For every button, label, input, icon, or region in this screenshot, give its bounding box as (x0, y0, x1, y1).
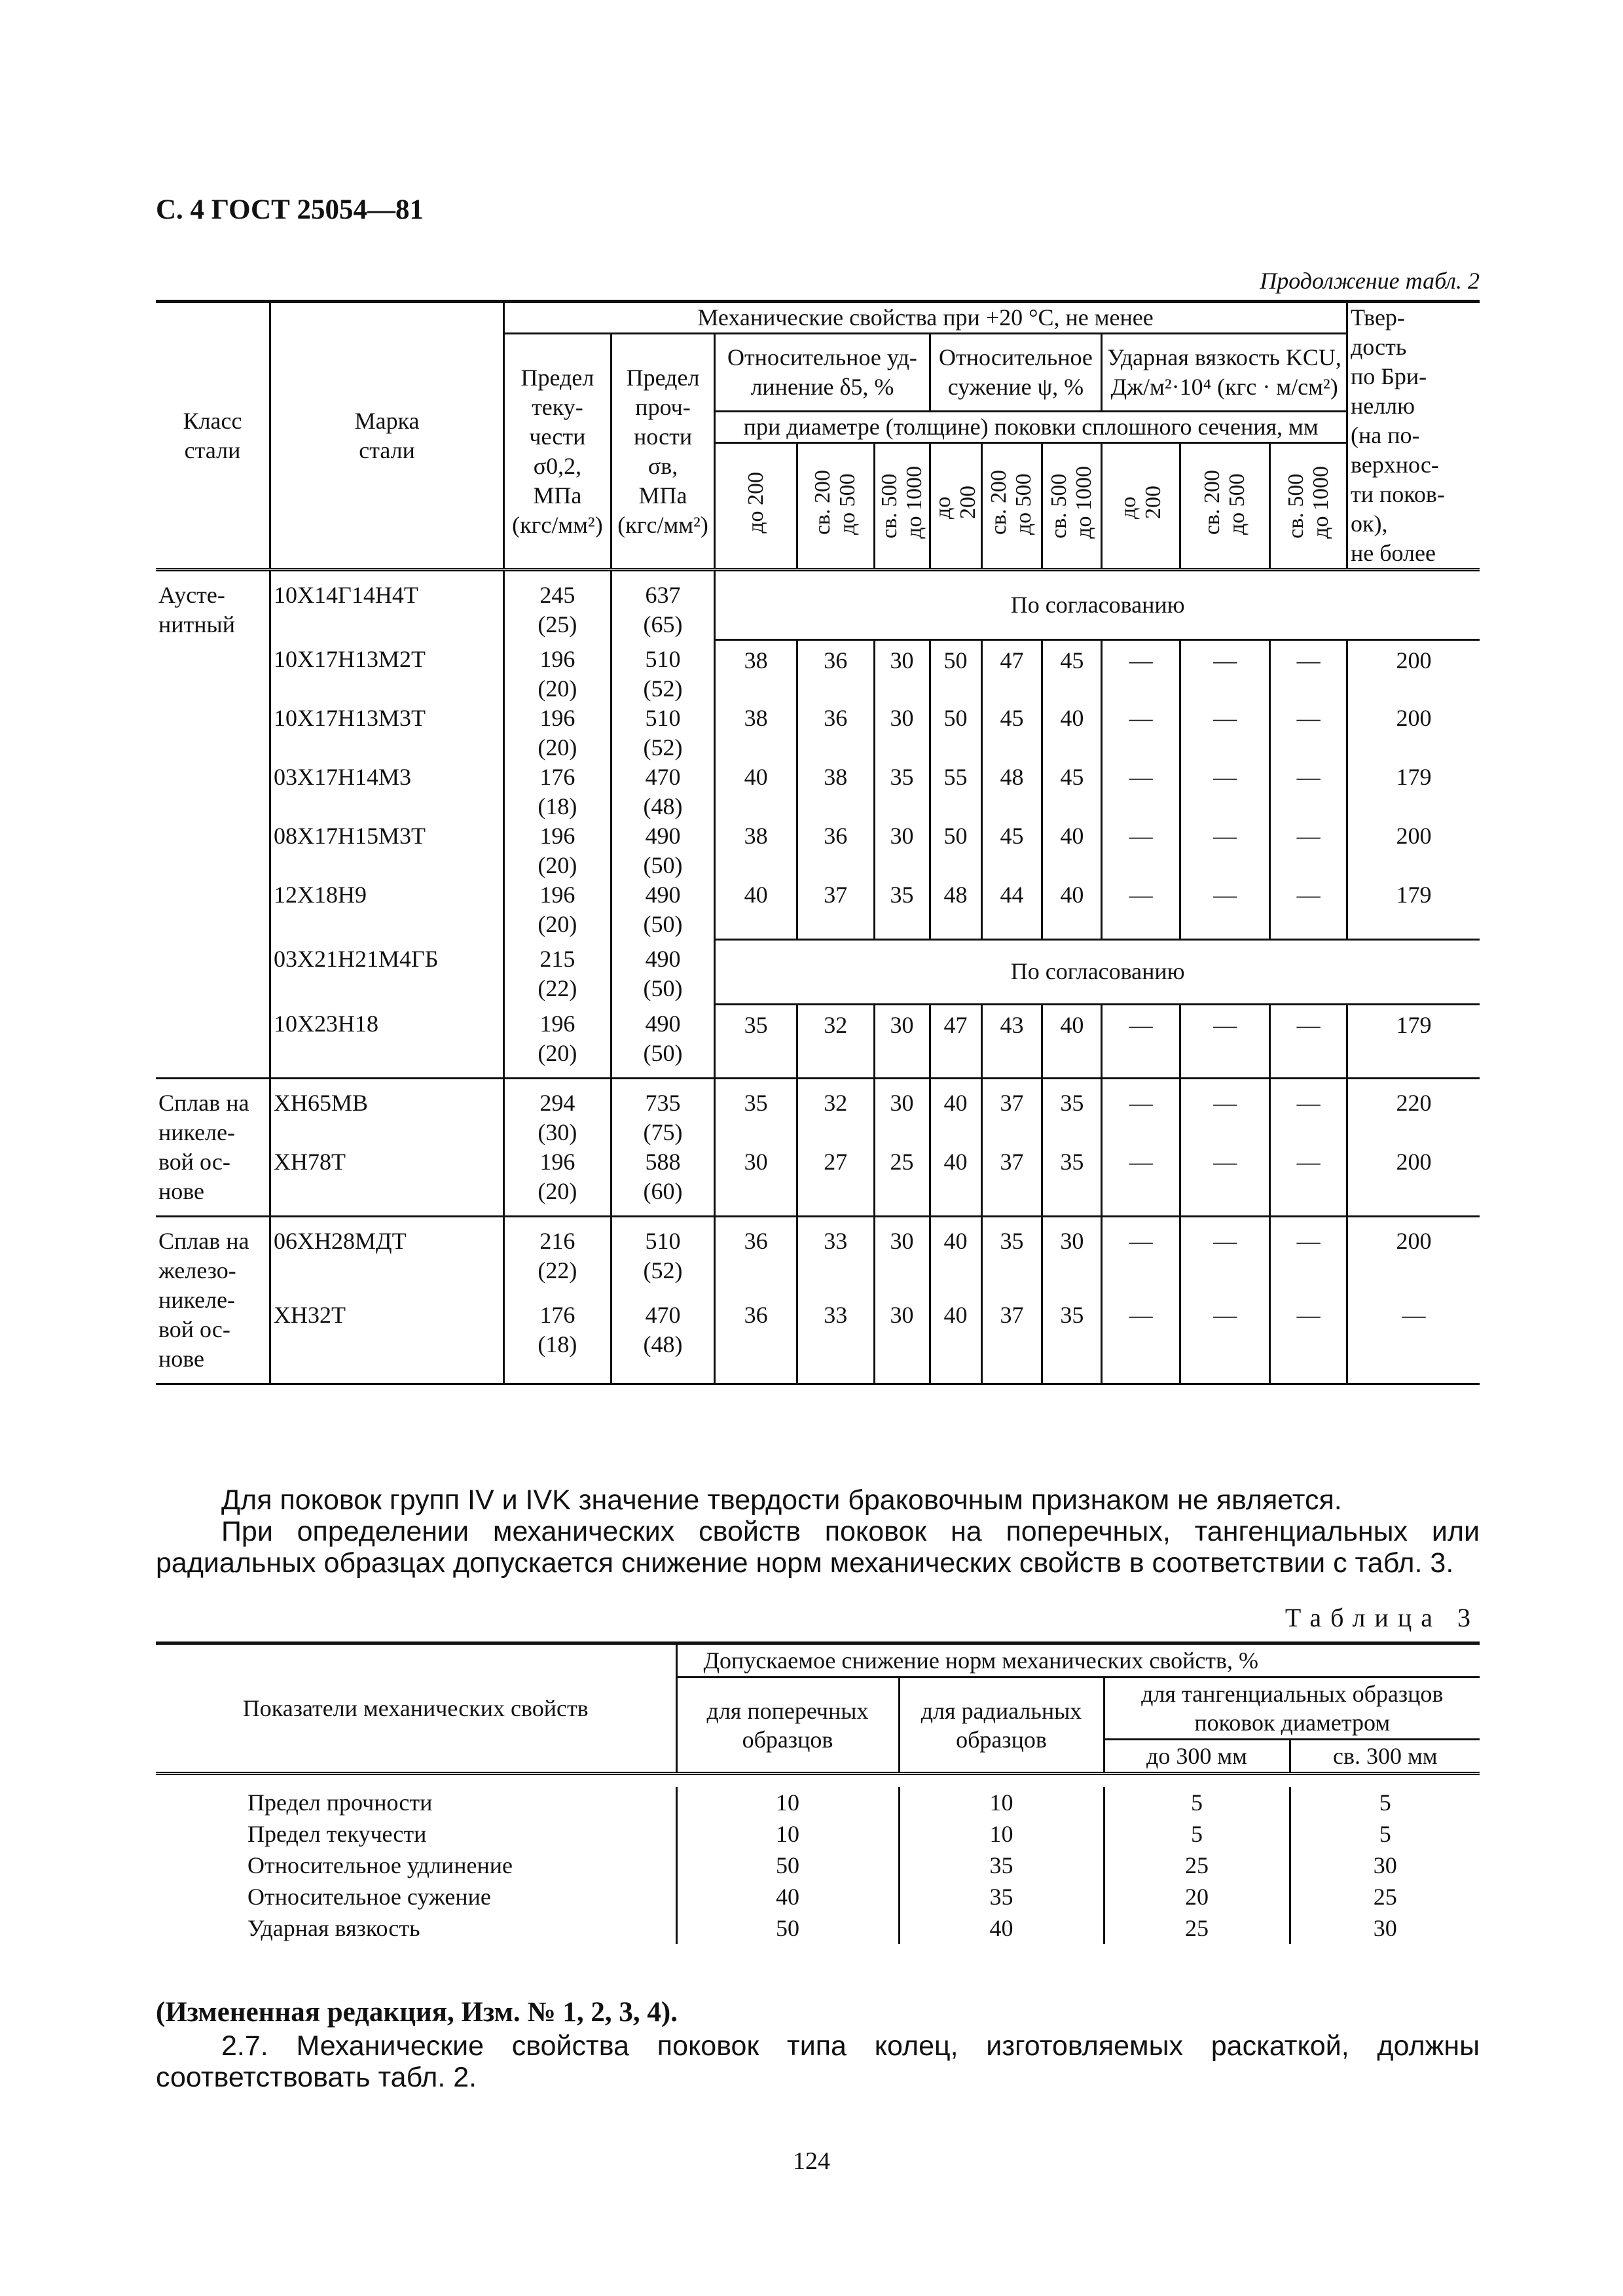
cell-value: 5 (1290, 1787, 1480, 1818)
cell-value: 32 (797, 1079, 874, 1148)
cell-grade: 03Х17Н14М3 (270, 762, 504, 821)
cell-value: — (1180, 1300, 1269, 1384)
cell-value: 40 (930, 1300, 981, 1384)
cell-value: 36 (715, 1217, 797, 1300)
cell-value: 47 (930, 1004, 981, 1079)
t3-col-le300: до 300 мм (1104, 1740, 1290, 1774)
cell-value: — (1102, 821, 1180, 880)
cell-value: 35 (874, 880, 930, 939)
cell-value: 40 (899, 1912, 1104, 1944)
col-elongation-header: Относительное уд- линение δ5, % (715, 334, 930, 412)
cell-value: 45 (1042, 639, 1102, 704)
col-sub-header: св. 500 до 1000 (874, 443, 930, 570)
col-grade-header: Марка стали (270, 302, 504, 570)
cell-value: 40 (930, 1147, 981, 1217)
cell-value: 30 (874, 639, 930, 704)
cell-value: 200 (1347, 1147, 1480, 1217)
col-impact-header: Ударная вязкость KCU, Дж/м²·10⁴ (кгс · м/см²) (1102, 334, 1347, 412)
cell-value: 36 (797, 704, 874, 762)
cell-value: — (1270, 880, 1347, 939)
cell-strength: 510 (52) (611, 704, 715, 762)
col-hardness-header: Твер- дость по Бри- неллю (на по- верхнос- ти поков- ок), не более (1347, 302, 1480, 570)
cell-strength: 490 (50) (611, 880, 715, 939)
cell-value: — (1180, 762, 1269, 821)
cell-value: 179 (1347, 762, 1480, 821)
cell-value: 33 (797, 1300, 874, 1384)
col-sub-header: св. 500 до 1000 (1042, 443, 1102, 570)
col-sub-header: св. 200 до 500 (981, 443, 1042, 570)
cell-value: 20 (1104, 1881, 1290, 1912)
cell-yield: 196 (20) (504, 1147, 611, 1217)
cell-value: 32 (797, 1004, 874, 1079)
col-sub-header: до 200 (715, 443, 797, 570)
cell-indicator: Предел прочности (156, 1787, 676, 1818)
cell-value: 30 (1290, 1912, 1480, 1944)
cell-value: 35 (981, 1217, 1042, 1300)
cell-indicator: Относительное удлинение (156, 1850, 676, 1881)
cell-value: — (1102, 639, 1180, 704)
cell-grade: ХН78Т (270, 1147, 504, 1217)
cell-strength: 490 (50) (611, 821, 715, 880)
cell-value: 30 (874, 1004, 930, 1079)
cell-value: 35 (1042, 1079, 1102, 1148)
table-row (156, 1818, 1480, 1850)
cell-value: 50 (930, 821, 981, 880)
cell-value: 25 (874, 1147, 930, 1217)
cell-grade: 10Х17Н13М2Т (270, 639, 504, 704)
page-number: 124 (793, 2147, 830, 2175)
cell-strength: 490 (50) (611, 1004, 715, 1079)
col-sub-header: до 200 (930, 443, 981, 570)
change-note: (Измененная редакция, Изм. № 1, 2, 3, 4). (156, 1997, 678, 2028)
cell-yield: 196 (20) (504, 704, 611, 762)
table-row (156, 880, 1480, 939)
cell-value: 30 (715, 1147, 797, 1217)
cell-value: 45 (981, 821, 1042, 880)
cell-value: — (1270, 821, 1347, 880)
cell-value: 40 (715, 880, 797, 939)
cell-value: — (1270, 762, 1347, 821)
table-row (156, 939, 1480, 1004)
cell-grade: 10Х17Н13М3Т (270, 704, 504, 762)
cell-value: 40 (1042, 704, 1102, 762)
paragraph-hardness-note: Для поковок групп IV и IVK значение твердости браковочным признаком не является. (221, 1484, 1342, 1516)
cell-value: — (1270, 639, 1347, 704)
table-3 (156, 1641, 1480, 1944)
cell-value: 35 (1042, 1300, 1102, 1384)
cell-yield: 176 (18) (504, 1300, 611, 1384)
cell-value: — (1270, 1079, 1347, 1148)
cell-by-agreement: По согласованию (715, 939, 1480, 1004)
cell-value: — (1180, 639, 1269, 704)
cell-value: 179 (1347, 1004, 1480, 1079)
cell-yield: 245 (25) (504, 570, 611, 640)
cell-value: 35 (715, 1004, 797, 1079)
table-3-label: Таблица 3 (1285, 1603, 1480, 1632)
cell-value: — (1102, 1079, 1180, 1148)
cell-value: — (1102, 1217, 1180, 1300)
cell-class: Сплав на никеле- вой ос- нове (156, 1079, 270, 1217)
cell-value: 45 (981, 704, 1042, 762)
cell-grade: 03Х21Н21М4ГБ (270, 939, 504, 1004)
cell-value: 30 (1042, 1217, 1102, 1300)
cell-value: — (1102, 1147, 1180, 1217)
cell-by-agreement: По согласованию (715, 570, 1480, 640)
cell-grade: 08Х17Н15М3Т (270, 821, 504, 880)
table-row (156, 639, 1480, 704)
cell-grade: 06ХН28МДТ (270, 1217, 504, 1300)
cell-grade: 10Х14Г14Н4Т (270, 570, 504, 640)
cell-value: 25 (1104, 1912, 1290, 1944)
cell-value: — (1270, 704, 1347, 762)
cell-value: 200 (1347, 821, 1480, 880)
table-row (156, 1787, 1480, 1818)
cell-value: 200 (1347, 639, 1480, 704)
cell-value: — (1102, 880, 1180, 939)
col-mech-group-header: Механические свойства при +20 °С, не менее (504, 302, 1347, 334)
cell-strength: 470 (48) (611, 762, 715, 821)
cell-value: 10 (676, 1787, 899, 1818)
cell-value: — (1180, 1004, 1269, 1079)
cell-indicator: Относительное сужение (156, 1881, 676, 1912)
cell-value: — (1180, 704, 1269, 762)
paragraph-2-7: 2.7. Механические свойства поковок типа колец, изготовляемых раскаткой, должны соответствовать табл. 2. (156, 2030, 1480, 2093)
cell-value: — (1270, 1004, 1347, 1079)
cell-value: 45 (1042, 762, 1102, 821)
cell-grade: ХН32Т (270, 1300, 504, 1384)
t3-col-group: Допускаемое снижение норм механических свойств, % (676, 1643, 1480, 1677)
paragraph-mechanical-properties: При определении механических свойств поковок на поперечных, тангенциальных или радиальных образцах допускается снижение норм механических свойств в соответствии с табл. 3. (156, 1516, 1480, 1579)
cell-value: 35 (715, 1079, 797, 1148)
cell-value: — (1180, 880, 1269, 939)
cell-yield: 196 (20) (504, 639, 611, 704)
cell-yield: 294 (30) (504, 1079, 611, 1148)
col-yield-header: Предел теку- чести σ0,2, МПа (кгс/мм²) (504, 334, 611, 570)
cell-value: — (1180, 1147, 1269, 1217)
cell-value: 5 (1104, 1787, 1290, 1818)
cell-value: — (1102, 1300, 1180, 1384)
table-row (156, 821, 1480, 880)
cell-value: 33 (797, 1217, 874, 1300)
cell-value: — (1270, 1147, 1347, 1217)
cell-yield: 215 (22) (504, 939, 611, 1004)
cell-value: 40 (715, 762, 797, 821)
table-row (156, 762, 1480, 821)
cell-value: 35 (899, 1850, 1104, 1881)
cell-value: 55 (930, 762, 981, 821)
t3-col-transverse: для поперечных образцов (676, 1677, 899, 1774)
cell-value: 38 (715, 704, 797, 762)
cell-grade: ХН65МВ (270, 1079, 504, 1148)
cell-value: 30 (874, 821, 930, 880)
t3-col-gt300: св. 300 мм (1290, 1740, 1480, 1774)
cell-value: 10 (676, 1818, 899, 1850)
cell-grade: 12Х18Н9 (270, 880, 504, 939)
cell-value: 5 (1290, 1818, 1480, 1850)
table-2 (156, 300, 1480, 1385)
cell-value: 35 (874, 762, 930, 821)
cell-value: — (1180, 1079, 1269, 1148)
cell-value: 35 (899, 1881, 1104, 1912)
table-continuation-label: Продолжение табл. 2 (1260, 268, 1480, 294)
cell-value: 47 (981, 639, 1042, 704)
cell-value: 50 (676, 1850, 899, 1881)
cell-value: 10 (899, 1787, 1104, 1818)
cell-value: 37 (981, 1300, 1042, 1384)
cell-indicator: Предел текучести (156, 1818, 676, 1850)
cell-value: 50 (676, 1912, 899, 1944)
cell-value: — (1270, 1217, 1347, 1300)
cell-indicator: Ударная вязкость (156, 1912, 676, 1944)
cell-value: 5 (1104, 1818, 1290, 1850)
t3-col-radial: для радиальных образцов (899, 1677, 1104, 1774)
cell-value: 30 (874, 1079, 930, 1148)
cell-value: 40 (930, 1079, 981, 1148)
cell-value: 40 (1042, 1004, 1102, 1079)
cell-strength: 588 (60) (611, 1147, 715, 1217)
cell-value: 40 (1042, 821, 1102, 880)
cell-value: 48 (930, 880, 981, 939)
cell-value: 44 (981, 880, 1042, 939)
cell-value: 25 (1290, 1881, 1480, 1912)
cell-value: 40 (930, 1217, 981, 1300)
col-diameter-header: при диаметре (толщине) поковки сплошного сечения, мм (715, 412, 1347, 443)
cell-value: 35 (1042, 1147, 1102, 1217)
cell-yield: 196 (20) (504, 1004, 611, 1079)
t3-col-tangential: для тангенциальных образцов поковок диаметром (1104, 1677, 1480, 1740)
cell-value: — (1270, 1300, 1347, 1384)
cell-value: — (1180, 821, 1269, 880)
col-sub-header: св. 500 до 1000 (1270, 443, 1347, 570)
cell-value: 200 (1347, 1217, 1480, 1300)
cell-value: — (1102, 704, 1180, 762)
cell-value: — (1180, 1217, 1269, 1300)
cell-value: 37 (981, 1147, 1042, 1217)
cell-value: 40 (676, 1881, 899, 1912)
cell-value: 50 (930, 639, 981, 704)
cell-class: Сплав на железо- никеле- вой ос- нове (156, 1217, 270, 1384)
cell-strength: 510 (52) (611, 1217, 715, 1300)
col-sub-header: св. 200 до 500 (1180, 443, 1269, 570)
cell-value: 36 (715, 1300, 797, 1384)
cell-value: 220 (1347, 1079, 1480, 1148)
cell-value: 27 (797, 1147, 874, 1217)
cell-strength: 470 (48) (611, 1300, 715, 1384)
cell-value: — (1347, 1300, 1480, 1384)
table-row (156, 1881, 1480, 1912)
cell-yield: 176 (18) (504, 762, 611, 821)
cell-value: 36 (797, 821, 874, 880)
cell-strength: 637 (65) (611, 570, 715, 640)
cell-value: 43 (981, 1004, 1042, 1079)
cell-grade: 10Х23Н18 (270, 1004, 504, 1079)
table-row (156, 570, 1480, 640)
cell-strength: 735 (75) (611, 1079, 715, 1148)
cell-value: — (1102, 1004, 1180, 1079)
cell-value: 25 (1104, 1850, 1290, 1881)
cell-value: 10 (899, 1818, 1104, 1850)
table-row (156, 1850, 1480, 1881)
table-row (156, 1004, 1480, 1079)
col-sub-header: св. 200 до 500 (797, 443, 874, 570)
cell-value: 30 (1290, 1850, 1480, 1881)
table-row (156, 704, 1480, 762)
table-row (156, 1300, 1480, 1384)
cell-value: 50 (930, 704, 981, 762)
cell-strength: 490 (50) (611, 939, 715, 1004)
table-row (156, 1912, 1480, 1944)
cell-yield: 196 (20) (504, 821, 611, 880)
cell-yield: 196 (20) (504, 880, 611, 939)
table-row (156, 1079, 1480, 1148)
cell-value: 30 (874, 1217, 930, 1300)
cell-value: 200 (1347, 704, 1480, 762)
page-header: С. 4 ГОСТ 25054—81 (156, 194, 424, 225)
cell-value: 36 (797, 639, 874, 704)
col-strength-header: Предел проч- ности σв, МПа (кгс/мм²) (611, 334, 715, 570)
cell-value: 38 (797, 762, 874, 821)
cell-value: — (1102, 762, 1180, 821)
cell-strength: 510 (52) (611, 639, 715, 704)
col-sub-header: до 200 (1102, 443, 1180, 570)
cell-class: Аусте- нитный (156, 570, 270, 1079)
cell-yield: 216 (22) (504, 1217, 611, 1300)
cell-value: 40 (1042, 880, 1102, 939)
cell-value: 37 (981, 1079, 1042, 1148)
cell-value: 38 (715, 821, 797, 880)
col-class-header: Класс стали (156, 302, 270, 570)
cell-value: 30 (874, 1300, 930, 1384)
t3-col-indicator: Показатели механических свойств (156, 1643, 676, 1774)
col-reduction-header: Относительное сужение ψ, % (930, 334, 1102, 412)
cell-value: 30 (874, 704, 930, 762)
table-row (156, 1147, 1480, 1217)
cell-value: 179 (1347, 880, 1480, 939)
cell-value: 48 (981, 762, 1042, 821)
cell-value: 38 (715, 639, 797, 704)
cell-value: 37 (797, 880, 874, 939)
table-row (156, 1217, 1480, 1300)
